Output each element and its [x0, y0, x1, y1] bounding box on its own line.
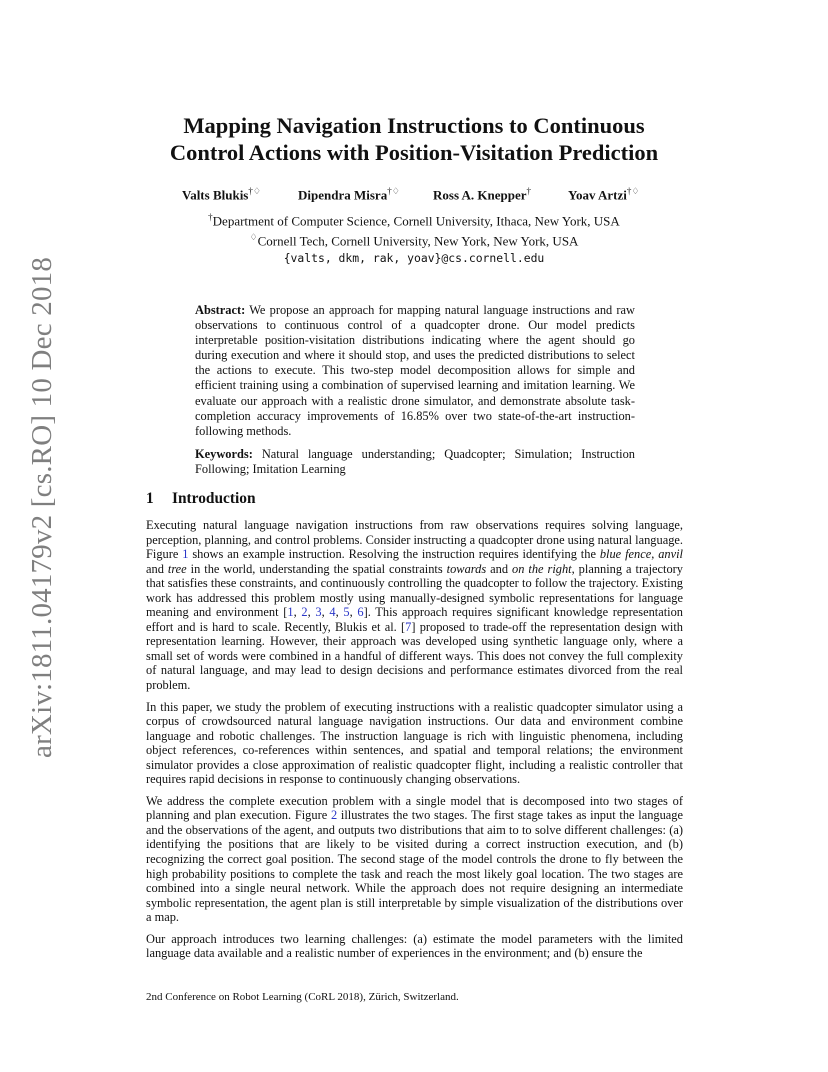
figure-reference-link[interactable]: 2 [330, 808, 338, 823]
keywords-text: Natural language understanding; Quadcopter; Simulation; Instruction Following; Imitation Learning [195, 447, 635, 477]
citation-link[interactable]: 1 [287, 605, 294, 620]
paragraph: Executing natural language navigation instructions from raw observations requires solving language, perception, planning, and control problems. Consider instructing a quadcopter drone using natural language. Figure 1 shows an example instruction. Resolving the instruction requires identifying the blue fence, anvil and tree in the world, understanding the spatial constraints towards and on the right, planning a trajectory that satisfies these constraints, and continuously controlling the quadcopter to follow the trajectory. Existing work has addressed this problem mostly using manually-designed symbolic representations for language meaning and environment [1, 2, 3, 4, 5, 6]. This approach requires significant knowledge representation effort and is hard to scale. Recently, Blukis et al. [7] proposed to trade-off the representation design with representation learning. However, their approach was developed using synthetic language only, where a small set of words were combined in a handful of different ways. This does not convey the full complexity of natural language, and may lead to design decisions and performance estimates divorced from the real problem. [146, 518, 683, 693]
author-name: Ross A. Knepper† [433, 186, 532, 203]
author-list [0, 186, 828, 202]
citation-link[interactable]: 7 [405, 619, 412, 634]
author-name: Valts Blukis†♢ [182, 186, 261, 203]
affiliation-line: †Department of Computer Science, Cornell University, Ithaca, New York, USA [208, 212, 620, 229]
paper-title-line-2: Control Actions with Position-Visitation Prediction [169, 140, 659, 165]
citation-link[interactable]: 3 [315, 605, 322, 620]
citation-link[interactable]: 4 [329, 605, 336, 620]
abstract-text: We propose an approach for mapping natural language instructions and raw observations to continuous control of a quadcopter drone. Our model predicts interpretable position-visitation distributions indicating where the agent should go during execution and where it should stop, and uses the predicted distributions to select the actions to execute. This two-step model decomposition allows for simple and efficient training using a combination of supervised learning and imitation learning. We evaluate our approach with a realistic drone simulator, and demonstrate absolute task-completion accuracy improvements of 16.85% over two state-of-the-art instruction-following methods. [195, 303, 635, 438]
citation-link[interactable]: 5 [343, 605, 350, 620]
author-name: Dipendra Misra†♢ [298, 186, 400, 203]
author-emails: {valts, dkm, rak, yoav}@cs.cornell.edu [283, 250, 545, 265]
author-name: Yoav Artzi†♢ [568, 186, 640, 203]
citation-link[interactable]: 2 [301, 605, 308, 620]
paragraph: We address the complete execution problem with a single model that is decomposed into two stages of planning and plan execution. Figure 2 illustrates the two stages. The first stage takes as input the language and the observations of the agent, and outputs two distributions that aim to to solve different challenges: (a) identifying the positions that are likely to be visited during a correct instruction execution, and (b) recognizing the correct goal position. The second stage of the model controls the drone to fly between the high probability positions to complete the task and reach the most likely goal location. The two stages are combined into a single neural network. While the approach does not require designing an intermediate symbolic representation, the agent plan is still interpretable by simple visualization of the distributions over a map. [146, 793, 683, 925]
section-title: Introduction [172, 490, 256, 507]
introduction-body [146, 518, 683, 968]
keywords-label: Keywords: [195, 447, 253, 461]
paper-title-line-1: Mapping Navigation Instructions to Continuous [183, 113, 645, 138]
section-heading [146, 490, 256, 508]
citation-link[interactable]: 6 [357, 605, 364, 620]
conference-footer: 2nd Conference on Robot Learning (CoRL 2018), Zürich, Switzerland. [146, 991, 459, 1003]
affiliation-line: ♢Cornell Tech, Cornell University, New York, New York, USA [249, 232, 579, 249]
section-number: 1 [146, 490, 154, 507]
abstract [195, 303, 635, 439]
paragraph: Our approach introduces two learning challenges: (a) estimate the model parameters with the limited language data available and a realistic number of experiences in the environment; and (b) ensure the [146, 931, 683, 961]
abstract-label: Abstract: [195, 303, 246, 317]
paragraph: In this paper, we study the problem of executing instructions with a realistic quadcopter simulator using a corpus of crowdsourced natural language navigation instructions. Our data and environment combine language and robotic challenges. The instruction language is rich with linguistic phenomena, including object references, co-references within sentences, and spatial and temporal relations; the environment simulator provides a close approximation of realistic quadcopter flight, including a realistic controller that requires rapid decisions in response to continuously changing observations. [146, 699, 683, 787]
figure-reference-link[interactable]: 1 [182, 547, 189, 562]
paper-title [0, 112, 828, 166]
keywords [195, 447, 635, 477]
arxiv-identifier-sidebar: arXiv:1811.04179v2 [cs.RO] 10 Dec 2018 [26, 256, 58, 758]
affiliations [0, 209, 828, 266]
